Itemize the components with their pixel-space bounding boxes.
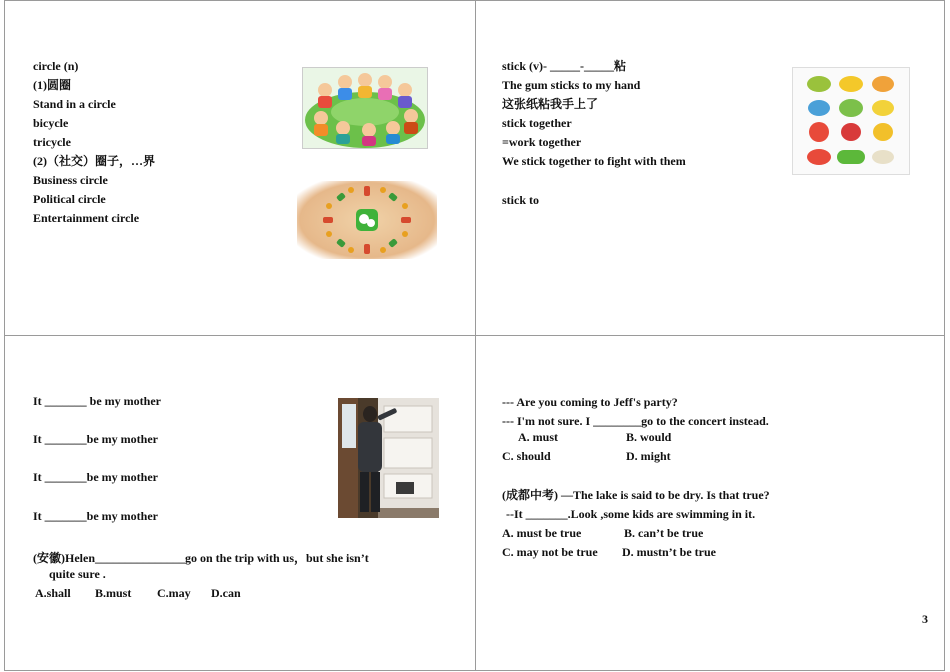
page-number: 3 (922, 612, 928, 626)
text-line: 这张纸粘我手上了 (502, 97, 599, 111)
text-line: bicycle (33, 116, 69, 130)
question-text: (安徽)Helen_______________go on the trip with us，but she isn’t (33, 551, 369, 565)
option-a: A. must be true (502, 526, 582, 540)
text-line: The gum sticks to my hand (502, 78, 641, 92)
slide-panel-modal-verbs (4, 335, 476, 671)
text-line: tricycle (33, 135, 71, 149)
text-line: circle (n) (33, 59, 79, 73)
option-c: C. may not be true (502, 545, 598, 559)
text-line: =work together (502, 135, 582, 149)
option-d: D.can (211, 586, 241, 600)
dialog-line: --- Are you coming to Jeff's party? (502, 395, 678, 409)
text-line: It _______ be my mother (33, 394, 161, 408)
slide-panel-stick (475, 0, 945, 336)
text-line: It _______be my mother (33, 470, 158, 484)
stickers-grid-image (792, 67, 910, 175)
text-line: We stick together to fight with them (502, 154, 686, 168)
question-text-cont: --It _______.Look ,some kids are swimming in it. (506, 507, 756, 521)
option-c: C. should (502, 449, 551, 463)
option-b: B.must (95, 586, 132, 600)
text-line: It _______be my mother (33, 432, 158, 446)
text-line: stick to (502, 193, 539, 207)
option-b: B. would (626, 430, 672, 444)
option-a: A.shall (35, 586, 71, 600)
text-line: Stand in a circle (33, 97, 116, 111)
text-line: Entertainment circle (33, 211, 140, 225)
text-line: (2)（社交）圈子，…界 (33, 154, 155, 168)
option-c: C.may (157, 586, 191, 600)
text-line: (1)圆圈 (33, 78, 71, 92)
question-text-cont: quite sure . (49, 567, 106, 581)
slide-panel-exercises (475, 335, 945, 671)
dialog-line: --- I'm not sure. I ________go to the concert instead. (502, 414, 769, 428)
option-d: D. might (626, 449, 671, 463)
text-line: Business circle (33, 173, 108, 187)
option-a: A. must (518, 430, 559, 444)
option-b: B. can’t be true (624, 526, 704, 540)
text-line: stick together (502, 116, 572, 130)
question-text: (成都中考) —The lake is said to be dry. Is that true? (502, 488, 770, 502)
slide-panel-circle (4, 0, 476, 336)
figures-ring-image (297, 181, 437, 259)
option-d: D. mustn’t be true (622, 545, 716, 559)
text-line: Political circle (33, 192, 106, 206)
children-circle-image (302, 67, 428, 149)
text-line: stick (v)- _____-_____粘 (502, 59, 626, 73)
text-line: It _______be my mother (33, 509, 158, 523)
woman-knocking-door-image (338, 398, 439, 518)
